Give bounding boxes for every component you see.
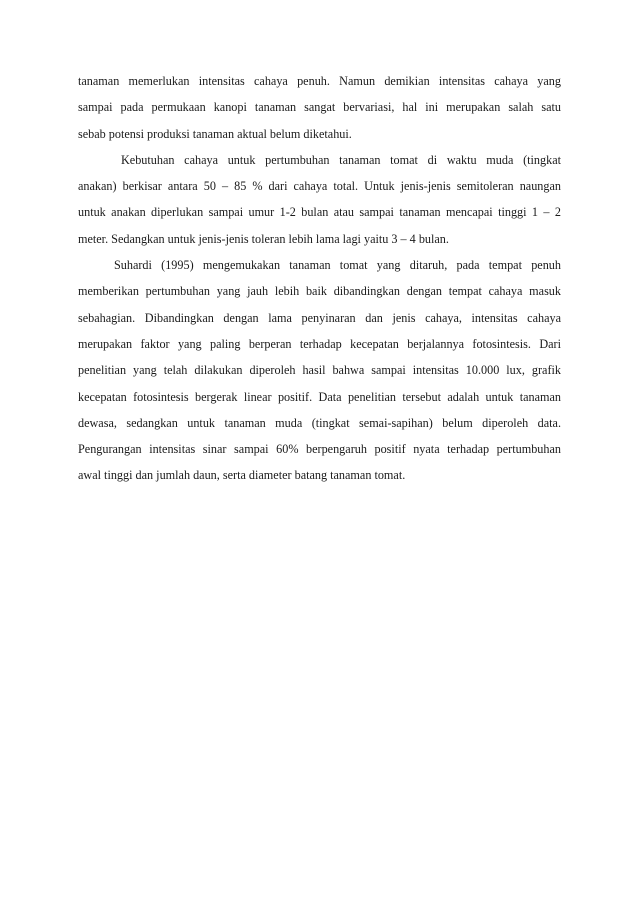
text-line: meter. Sedangkan untuk jenis-jenis toleran lebih lama lagi yaitu 3 – 4 bulan. [78, 231, 449, 246]
text-line: kecepatan fotosintesis bergerak linear positif. Data penelitian tersebut adalah untuk tanaman [78, 389, 561, 404]
text-line: awal tinggi dan jumlah daun, serta diameter batang tanaman tomat. [78, 468, 406, 483]
text-line: sampai pada permukaan kanopi tanaman sangat bervariasi, hal ini merupakan salah satu [78, 100, 561, 115]
text-line: memberikan pertumbuhan yang jauh lebih baik dibandingkan dengan tempat cahaya masuk [78, 284, 561, 299]
paragraph-first-line: Suhardi (1995) mengemukakan tanaman tomat yang ditaruh, pada tempat penuh [114, 258, 561, 273]
body-text [78, 68, 561, 489]
text-line: dewasa, sedangkan untuk tanaman muda (tingkat semai-sapihan) belum diperoleh data. [78, 415, 561, 430]
paragraph-first-line: Kebutuhan cahaya untuk pertumbuhan tanaman tomat di waktu muda (tingkat [121, 152, 561, 167]
text-line: penelitian yang telah dilakukan diperoleh hasil bahwa sampai intensitas 10.000 lux, grafik [78, 363, 561, 378]
text-line: anakan) berkisar antara 50 – 85 % dari cahaya total. Untuk jenis-jenis semitoleran naungan [78, 179, 561, 194]
text-line: sebahagian. Dibandingkan dengan lama penyinaran dan jenis cahaya, intensitas cahaya [78, 310, 561, 325]
text-line: merupakan faktor yang paling berperan terhadap kecepatan berjalannya fotosintesis. Dari [78, 336, 561, 351]
text-line: untuk anakan diperlukan sampai umur 1-2 bulan atau sampai tanaman mencapai tinggi 1 – 2 [78, 205, 561, 220]
text-line: Pengurangan intensitas sinar sampai 60% berpengaruh positif nyata terhadap pertumbuhan [78, 442, 561, 457]
text-line: tanaman memerlukan intensitas cahaya penuh. Namun demikian intensitas cahaya yang [78, 74, 561, 88]
text-line: sebab potensi produksi tanaman aktual belum diketahui. [78, 126, 352, 141]
